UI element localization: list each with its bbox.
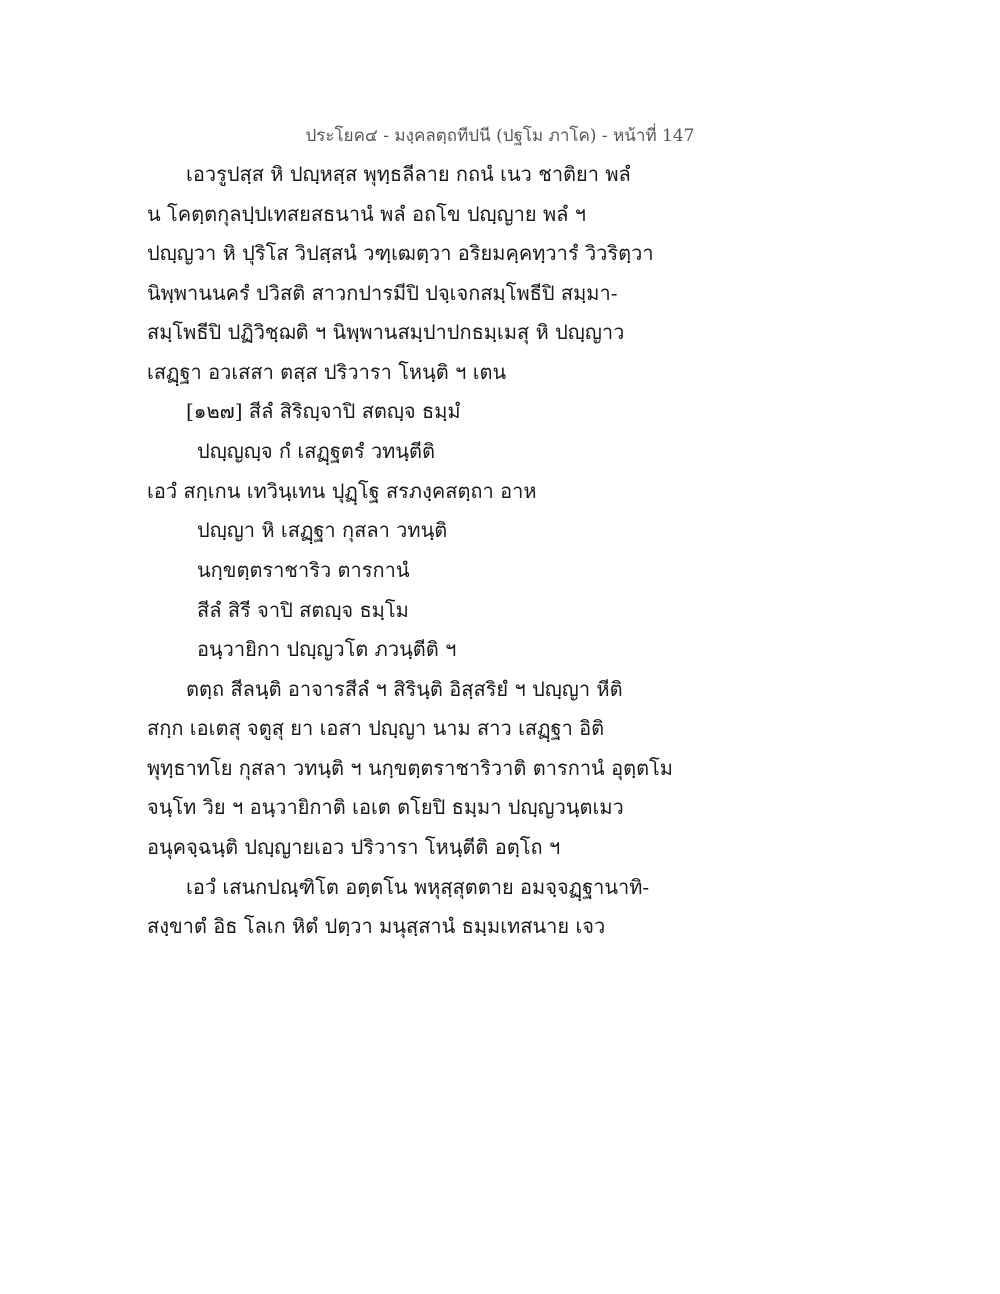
text-line: น โคตฺตกุลปฺปเทสยสธนานํ พลํ อถโข ปญฺญาย พลํ ฯ (147, 202, 586, 226)
verse-line: ปญฺญญฺจ กํ เสฏฺฐตรํ วทนฺตีติ (197, 439, 436, 463)
text-line: ปญฺญวา หิ ปุริโส วิปสฺสนํ วฑฺเฒตฺวา อริยมคฺคทฺวารํ วิวริตฺวา (147, 241, 654, 265)
page-header: ประโยค๔ - มงฺคลตฺถทีปนี (ปฐโม ภาโค) - หน้าที่ 147 (305, 126, 695, 146)
verse-line: ปญฺญา หิ เสฏฺฐา กุสลา วทนฺติ (197, 518, 448, 542)
text-line: เอวรูปสฺส หิ ปญฺหสฺส พุทฺธลีลาย กถนํ เนว ชาติยา พลํ (186, 162, 631, 186)
verse-line: นกฺขตฺตราชาริว ตารกานํ (197, 558, 410, 582)
verse-line: สีลํ สิรี จาปิ สตญฺจ ธมฺโม (197, 598, 409, 622)
verse-line: อนฺวายิกา ปญฺญวโต ภวนฺตีติ ฯ (197, 637, 457, 661)
text-line: สกฺก เอเตสุ จตูสุ ยา เอสา ปญฺญา นาม สาว เสฏฺฐา อิติ (147, 716, 605, 740)
text-line: อนุคจฺฉนฺติ ปญฺญายเอว ปริวารา โหนฺตีติ อตฺโถ ฯ (147, 835, 561, 859)
verse-line: [๑๒๗] สีลํ สิริญฺจาปิ สตญฺจ ธมฺมํ (186, 399, 461, 423)
text-line: ตตฺถ สีลนฺติ อาจารสีลํ ฯ สิรินฺติ อิสฺสริยํ ฯ ปญฺญา หีติ (186, 677, 623, 701)
text-line: เอวํ เสนกปณฺฑิโต อตฺตโน พหุสฺสุตตาย อมจฺจฏฺฐานาทิ- (186, 875, 650, 899)
text-line: สงฺขาตํ อิธ โลเก หิตํ ปตฺวา มนุสฺสานํ ธมฺมเทสนาย เจว (147, 914, 606, 938)
text-line: นิพฺพานนครํ ปวิสติ สาวกปารมีปิ ปจฺเจกสมฺโพธีปิ สมฺมา- (147, 281, 618, 305)
text-line: เสฏฺฐา อวเสสา ตสฺส ปริวารา โหนฺติ ฯ เตน (147, 360, 507, 384)
text-line: พุทฺธาทโย กุสลา วทนฺติ ฯ นกฺขตฺตราชาริวาติ ตารกานํ อุตฺตโม (147, 756, 673, 780)
text-line: จนฺโท วิย ฯ อนฺวายิกาติ เอเต ตโยปิ ธมฺมา ปญฺญวนฺตเมว (147, 795, 624, 819)
text-line: สมฺโพธีปิ ปฏิวิชฺฌติ ฯ นิพฺพานสมฺปาปกธมฺเมสุ หิ ปญฺญาว (147, 320, 625, 344)
text-line: เอวํ สกฺเกน เทวินฺเทน ปุฏฺโฐ สรภงฺคสตฺถา อาห (147, 479, 537, 503)
